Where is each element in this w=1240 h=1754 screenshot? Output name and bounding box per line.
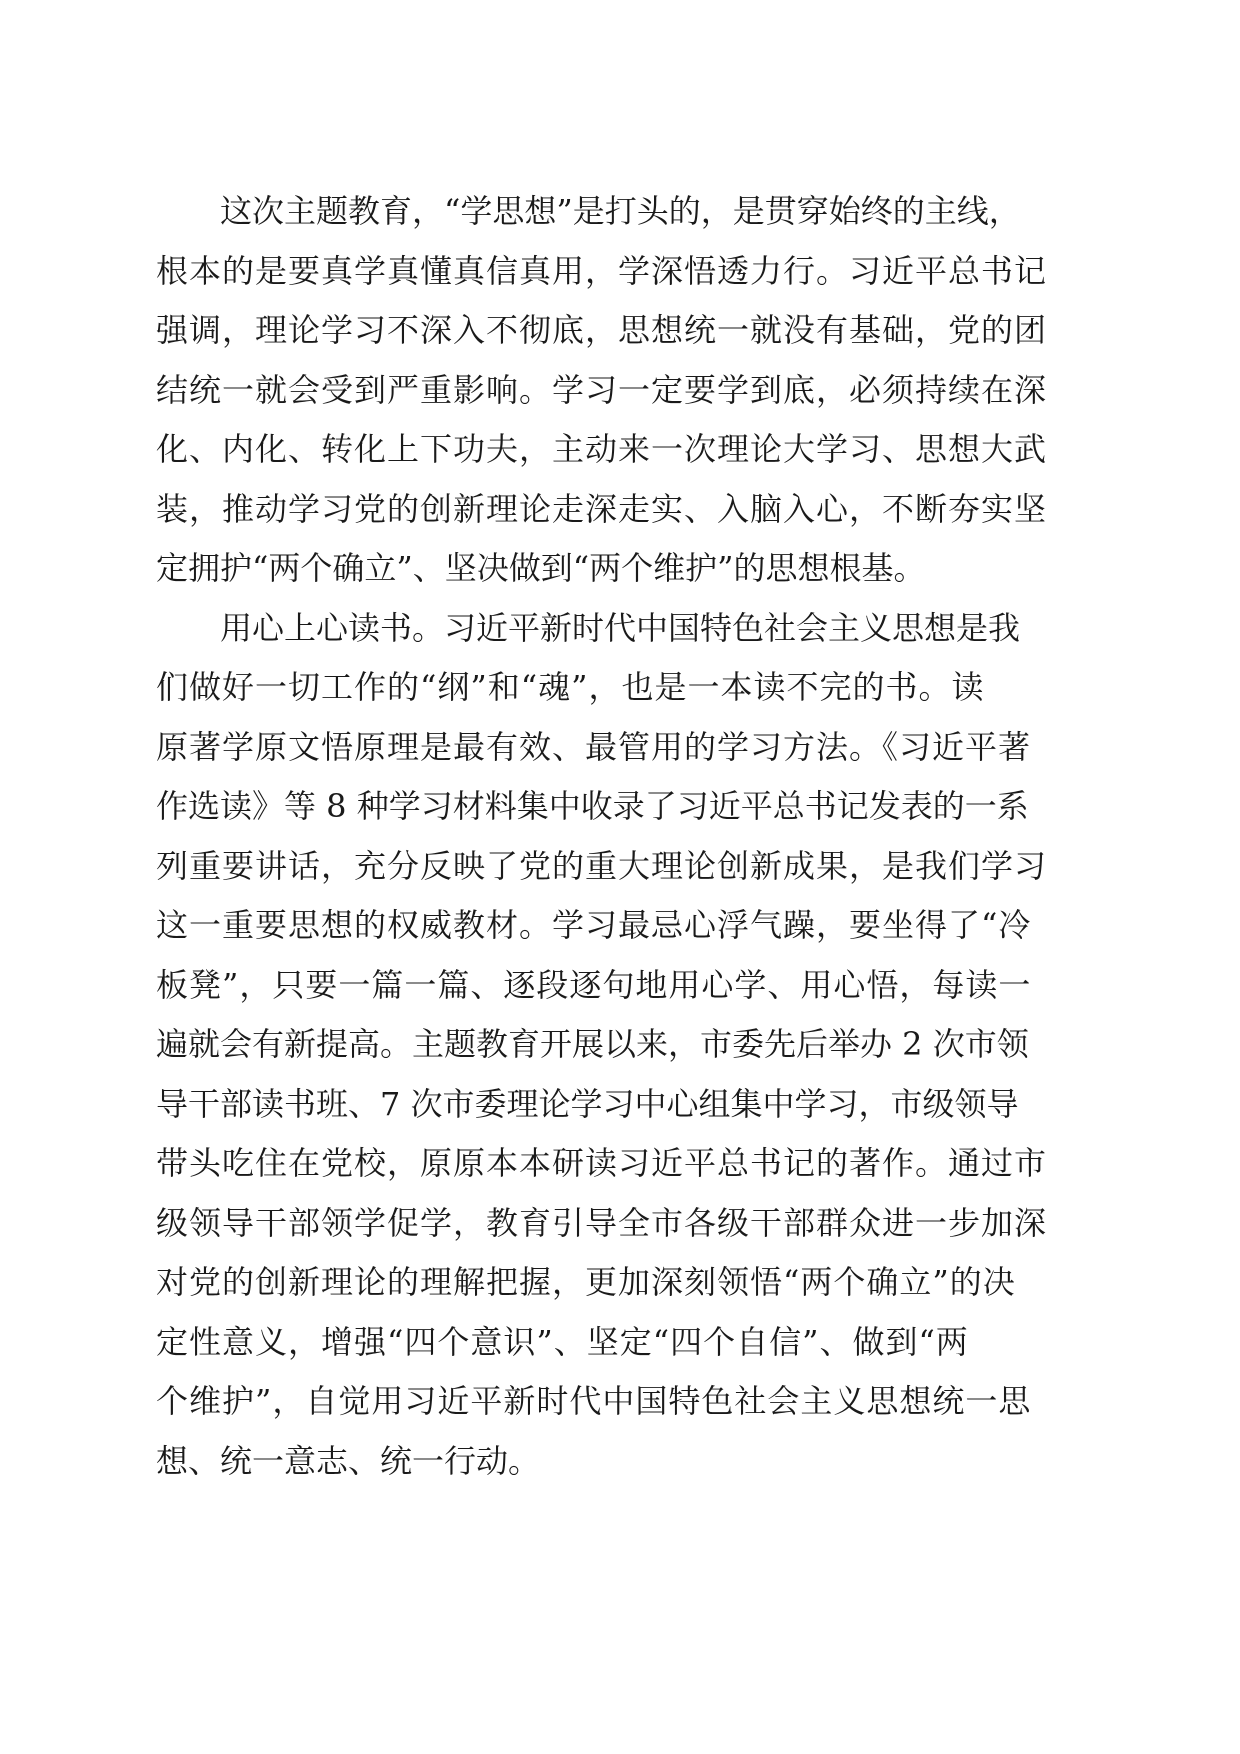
- paragraph-line: 板凳”，只要一篇一篇、逐段逐句地用心学、用心悟，每读一: [156, 965, 1032, 1004]
- paragraph-line: 原著学原文悟原理是最有效、最管用的学习方法。《习近平著: [156, 727, 1032, 766]
- paragraph-line: 结统一就会受到严重影响。学习一定要学到底，必须持续在深: [156, 370, 1048, 409]
- paragraph-line: 想、统一意志、统一行动。: [156, 1441, 541, 1480]
- paragraph-line: 作选读》等 8 种学习材料集中收录了习近平总书记发表的一系: [156, 787, 1029, 825]
- paragraph-1: [156, 182, 1062, 599]
- paragraph-line: 们做好一切工作的“纲”和“魂”，也是一本读不完的书。读: [156, 668, 985, 706]
- paragraph-line: 这次主题教育，“学思想”是打头的，是贯穿始终的主线，: [220, 192, 1021, 230]
- paragraph-line: 遍就会有新提高。主题教育开展以来，市委先后举办 2 次市领: [156, 1025, 1029, 1063]
- document-body: [156, 182, 1062, 1491]
- paragraph-2: [156, 599, 1062, 1492]
- paragraph-line: 这一重要思想的权威教材。学习最忌心浮气躁，要坐得了“冷: [156, 906, 1032, 944]
- paragraph-line: 定性意义，增强“四个意识”、坚定“四个自信”、做到“两: [156, 1322, 969, 1361]
- paragraph-line: 级领导干部领学促学，教育引导全市各级干部群众进一步加深: [156, 1203, 1048, 1242]
- paragraph-line: 装，推动学习党的创新理论走深走实、入脑入心，不断夯实坚: [156, 489, 1048, 528]
- paragraph-line: 列重要讲话，充分反映了党的重大理论创新成果，是我们学习: [156, 846, 1048, 885]
- paragraph-line: 强调，理论学习不深入不彻底，思想统一就没有基础，党的团: [156, 311, 1048, 349]
- paragraph-line: 化、内化、转化上下功夫，主动来一次理论大学习、思想大武: [156, 430, 1048, 468]
- paragraph-line: 根本的是要真学真懂真信真用，学深悟透力行。习近平总书记: [156, 251, 1048, 290]
- paragraph-line: 导干部读书班、7 次市委理论学习中心组集中学习，市级领导: [156, 1084, 1019, 1123]
- paragraph-line: 对党的创新理论的理解把握，更加深刻领悟“两个确立”的决: [156, 1263, 1016, 1301]
- paragraph-line: 用心上心读书。习近平新时代中国特色社会主义思想是我: [220, 608, 1021, 647]
- paragraph-line: 定拥护“两个确立”、坚决做到“两个维护”的思想根基。: [156, 549, 926, 587]
- paragraph-line: 带头吃住在党校，原原本本研读习近平总书记的著作。通过市: [156, 1144, 1048, 1182]
- paragraph-line: 个维护”，自觉用习近平新时代中国特色社会主义思想统一思: [156, 1382, 1032, 1420]
